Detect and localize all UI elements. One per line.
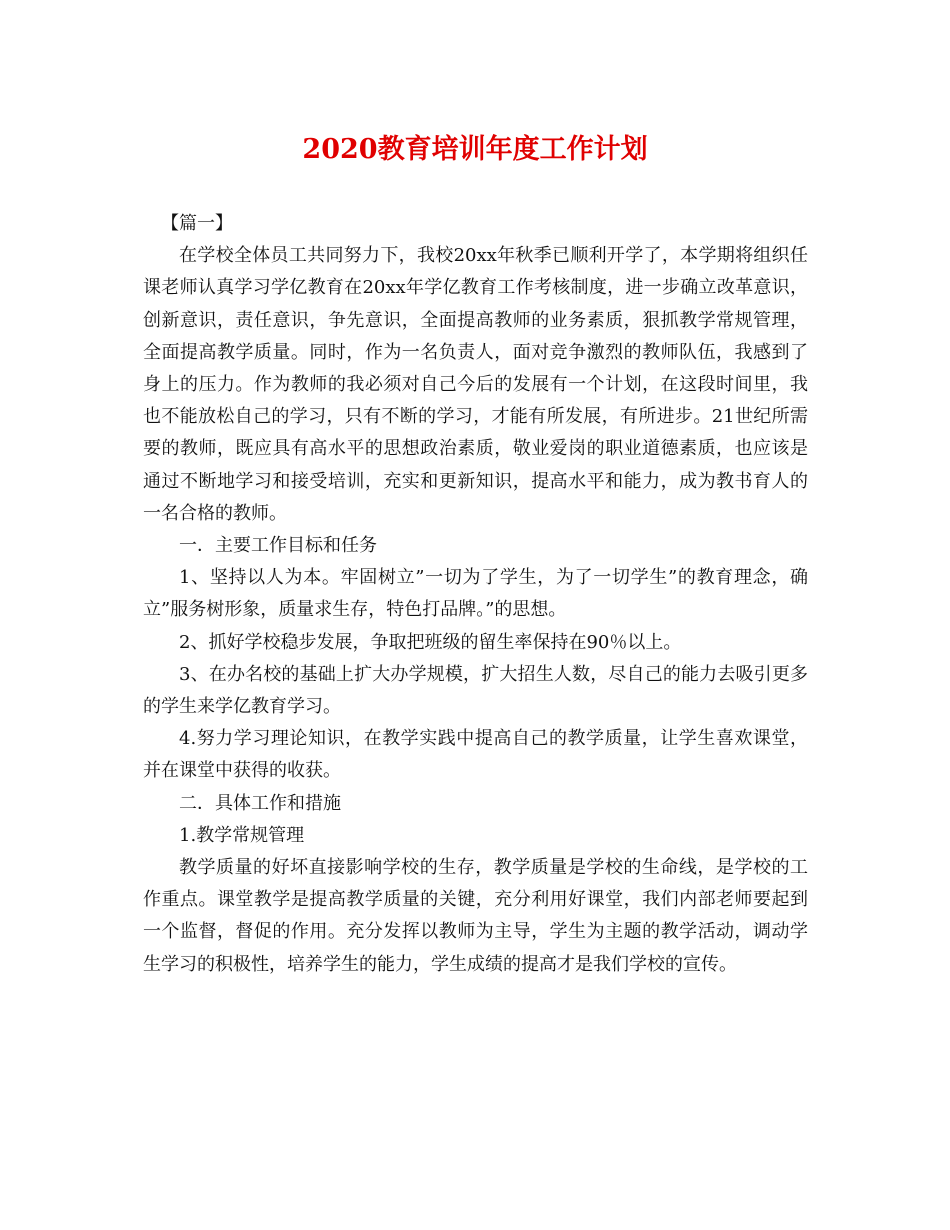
heading-measures: 二．具体工作和措施 [179,792,341,814]
subheading-teaching-management: 1.教学常规管理 [179,824,305,846]
heading-goals: 一．主要工作目标和任务 [179,535,377,557]
paragraph-teaching-quality: 教学质量的好坏直接影响学校的生存，教学质量是学校的生命线，是学校的工作重点。课堂教学是提高教学质量的关键，充分利用好课堂，我们内部老师要起到一个监督，督促的作用。充分发挥以教师为主导，学生为主题的教学活动，调动学生学习的积极性，培养学生的能力，学生成绩的提高才是我们学校的宣传。 [143,857,808,975]
goal-item-1: 1、坚持以人为本。牢固树立”一切为了学生，为了一切学生”的教育理念，确立”服务树形象，质量求生存，特色打品牌。”的思想。 [143,567,808,621]
paragraph-intro: 在学校全体员工共同努力下，我校20xx年秋季已顺利开学了，本学期将组织任课老师认真学习学亿教育在20xx年学亿教育工作考核制度，进一步确立改革意识，创新意识，责任意识，争先意识，全面提高教师的业务素质，狠抓教学常规管理，全面提高教学质量。同时，作为一名负责人，面对竞争激烈的教师队伍，我感到了身上的压力。作为教师的我必须对自己今后的发展有一个计划，在这段时间里，我也不能放松自己的学习，只有不断的学习，才能有所发展，有所进步。21世纪所需要的教师，既应具有高水平的思想政治素质，敬业爱岗的职业道德素质，也应该是通过不断地学习和接受培训，充实和更新知识，提高水平和能力，成为教书育人的一名合格的教师。 [143,245,808,524]
goal-item-3: 3、在办名校的基础上扩大办学规模，扩大招生人数，尽自己的能力去吸引更多的学生来学亿教育学习。 [143,663,808,718]
document-title: 2020教育培训年度工作计划 [302,134,648,165]
section-heading: 【篇一】 [161,213,233,234]
document-body [143,208,808,981]
goal-item-2: 2、抓好学校稳步发展，争取把班级的留生率保持在90％以上。 [179,631,682,653]
goal-item-4: 4.努力学习理论知识，在教学实践中提高自己的教学质量，让学生喜欢课堂，并在课堂中获得的收获。 [143,728,808,782]
